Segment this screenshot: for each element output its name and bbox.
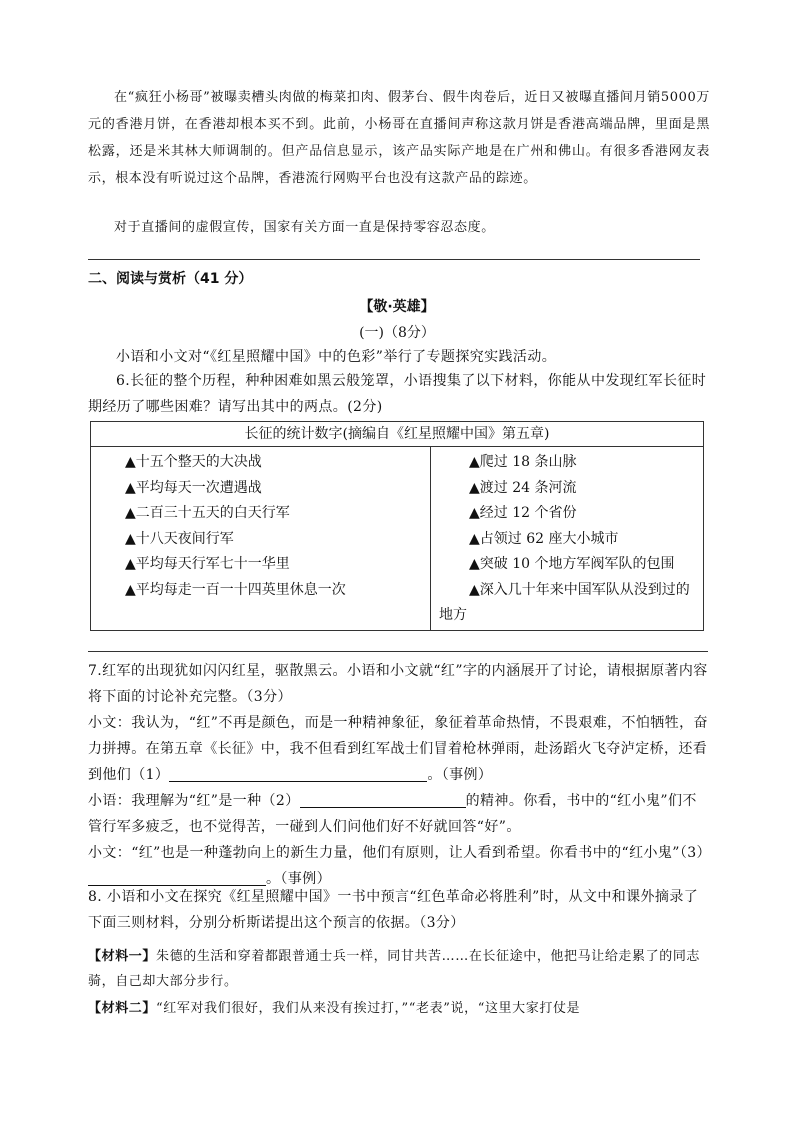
question-7 [88, 658, 710, 892]
answer-blank-2[interactable] [300, 791, 466, 808]
list-item: ▲平均每走一百一十四英里休息一次 [125, 581, 346, 598]
activity-intro: 小语和小文对“《红星照耀中国》中的色彩”举行了专题探究实践活动。 [116, 349, 557, 365]
divider [88, 259, 700, 260]
list-item: ▲十八天夜间行军 [125, 530, 234, 547]
divider [88, 651, 708, 652]
intro-paragraph-2: 对于直播间的虚假宣传，国家有关方面一直是保持零容忍态度。 [114, 220, 495, 235]
list-item: ▲平均每天行军七十一华里 [125, 556, 290, 572]
xiaowen-statement-1: 小文：我认为，“红”不再是颜色，而是一种精神象征，象征着革命热情，不畏艰难，不怕牺牲，奋力拼搏。在第五章《长征》中，我不但看到红军战士们冒着枪林弹雨，赴汤蹈火飞夺泸定桥，还看到他们（1） 。（事例） [88, 715, 708, 783]
list-item: ▲十五个整天的大决战 [125, 454, 262, 470]
table-header: 长征的统计数字(摘编自《红星照耀中国》第五章) [91, 422, 704, 447]
intro-paragraph-1: 在“疯狂小杨哥”被曝卖槽头肉做的梅菜扣肉、假茅台、假牛肉卷后，近日又被曝直播间月销5000万元的香港月饼，在香港却根本买不到。此前，小杨哥在直播间声称这款月饼是香港高端品牌，里面是黑松露，还是米其林大师调制的。但产品信息显示，该产品实际产地是在广州和佛山。有很多香港网友表示，根本没有听说过这个品牌，香港流行网购平台也没有这款产品的踪迹。 [88, 90, 710, 186]
list-item: ▲突破 10 个地方军阀军队的包围 [469, 556, 675, 572]
answer-blank-1[interactable] [169, 765, 427, 782]
list-item: ▲二百三十五天的白天行军 [125, 505, 290, 521]
xiaowen-statement-2: 小文：“红”也是一种蓬勃向上的新生力量，他们有原则，让人看到希望。你看书中的“红小鬼”（3）。（事例） [88, 845, 711, 887]
question-6: 6.长征的整个历程，种种困难如黑云般笼罩，小语搜集了以下材料，你能从中发现红军长征时期经历了哪些困难？请写出其中的两点。(2分) [88, 373, 707, 415]
material-2: 【材料二】“红军对我们很好，我们从来没有挨过打，”“老表”说，“这里大家打仗是 [88, 1001, 581, 1016]
question-8-stem: 8. 小语和小文在探究《红星照耀中国》一书中预言“红色革命必将胜利”时，从文中和课外摘录了下面三则材料，分别分析斯诺提出这个预言的依据。（3分） [88, 889, 699, 931]
material-1: 【材料一】朱德的生活和穿着都跟普通士兵一样，同甘共苦……在长征途中，他把马让给走累了的同志骑，自己却大部分步行。 [88, 949, 701, 989]
question-7-stem: 7.红军的出现犹如闪闪红星，驱散黑云。小语和小文就“红”字的内涵展开了讨论，请根据原著内容将下面的讨论补充完整。（3分） [88, 663, 708, 705]
long-march-stats-table [90, 421, 704, 631]
list-item: ▲经过 12 个省份 [469, 505, 577, 521]
list-item: ▲渡过 24 条河流 [469, 479, 577, 496]
table-right-column [431, 447, 704, 631]
list-item: ▲深入几十年来中国军队从没到过的地方 [439, 581, 690, 623]
xiaoyu-statement: 小语：我理解为“红”是一种（2） 的精神。你看，书中的“红小鬼”们不管行军多疲乏，也不觉得苦，一碰到人们问他们好不好就回答“好”。 [88, 793, 697, 835]
table-left-column [91, 447, 431, 631]
part-heading: (一)（8分） [359, 325, 435, 341]
list-item: ▲爬过 18 条山脉 [469, 454, 577, 470]
section-title: 二、阅读与赏析（41 分） [88, 271, 253, 287]
list-item: ▲占领过 62 座大小城市 [469, 530, 619, 547]
list-item: ▲平均每天一次遭遇战 [125, 479, 262, 496]
topic-heading: 【敬·英雄】 [359, 299, 435, 315]
